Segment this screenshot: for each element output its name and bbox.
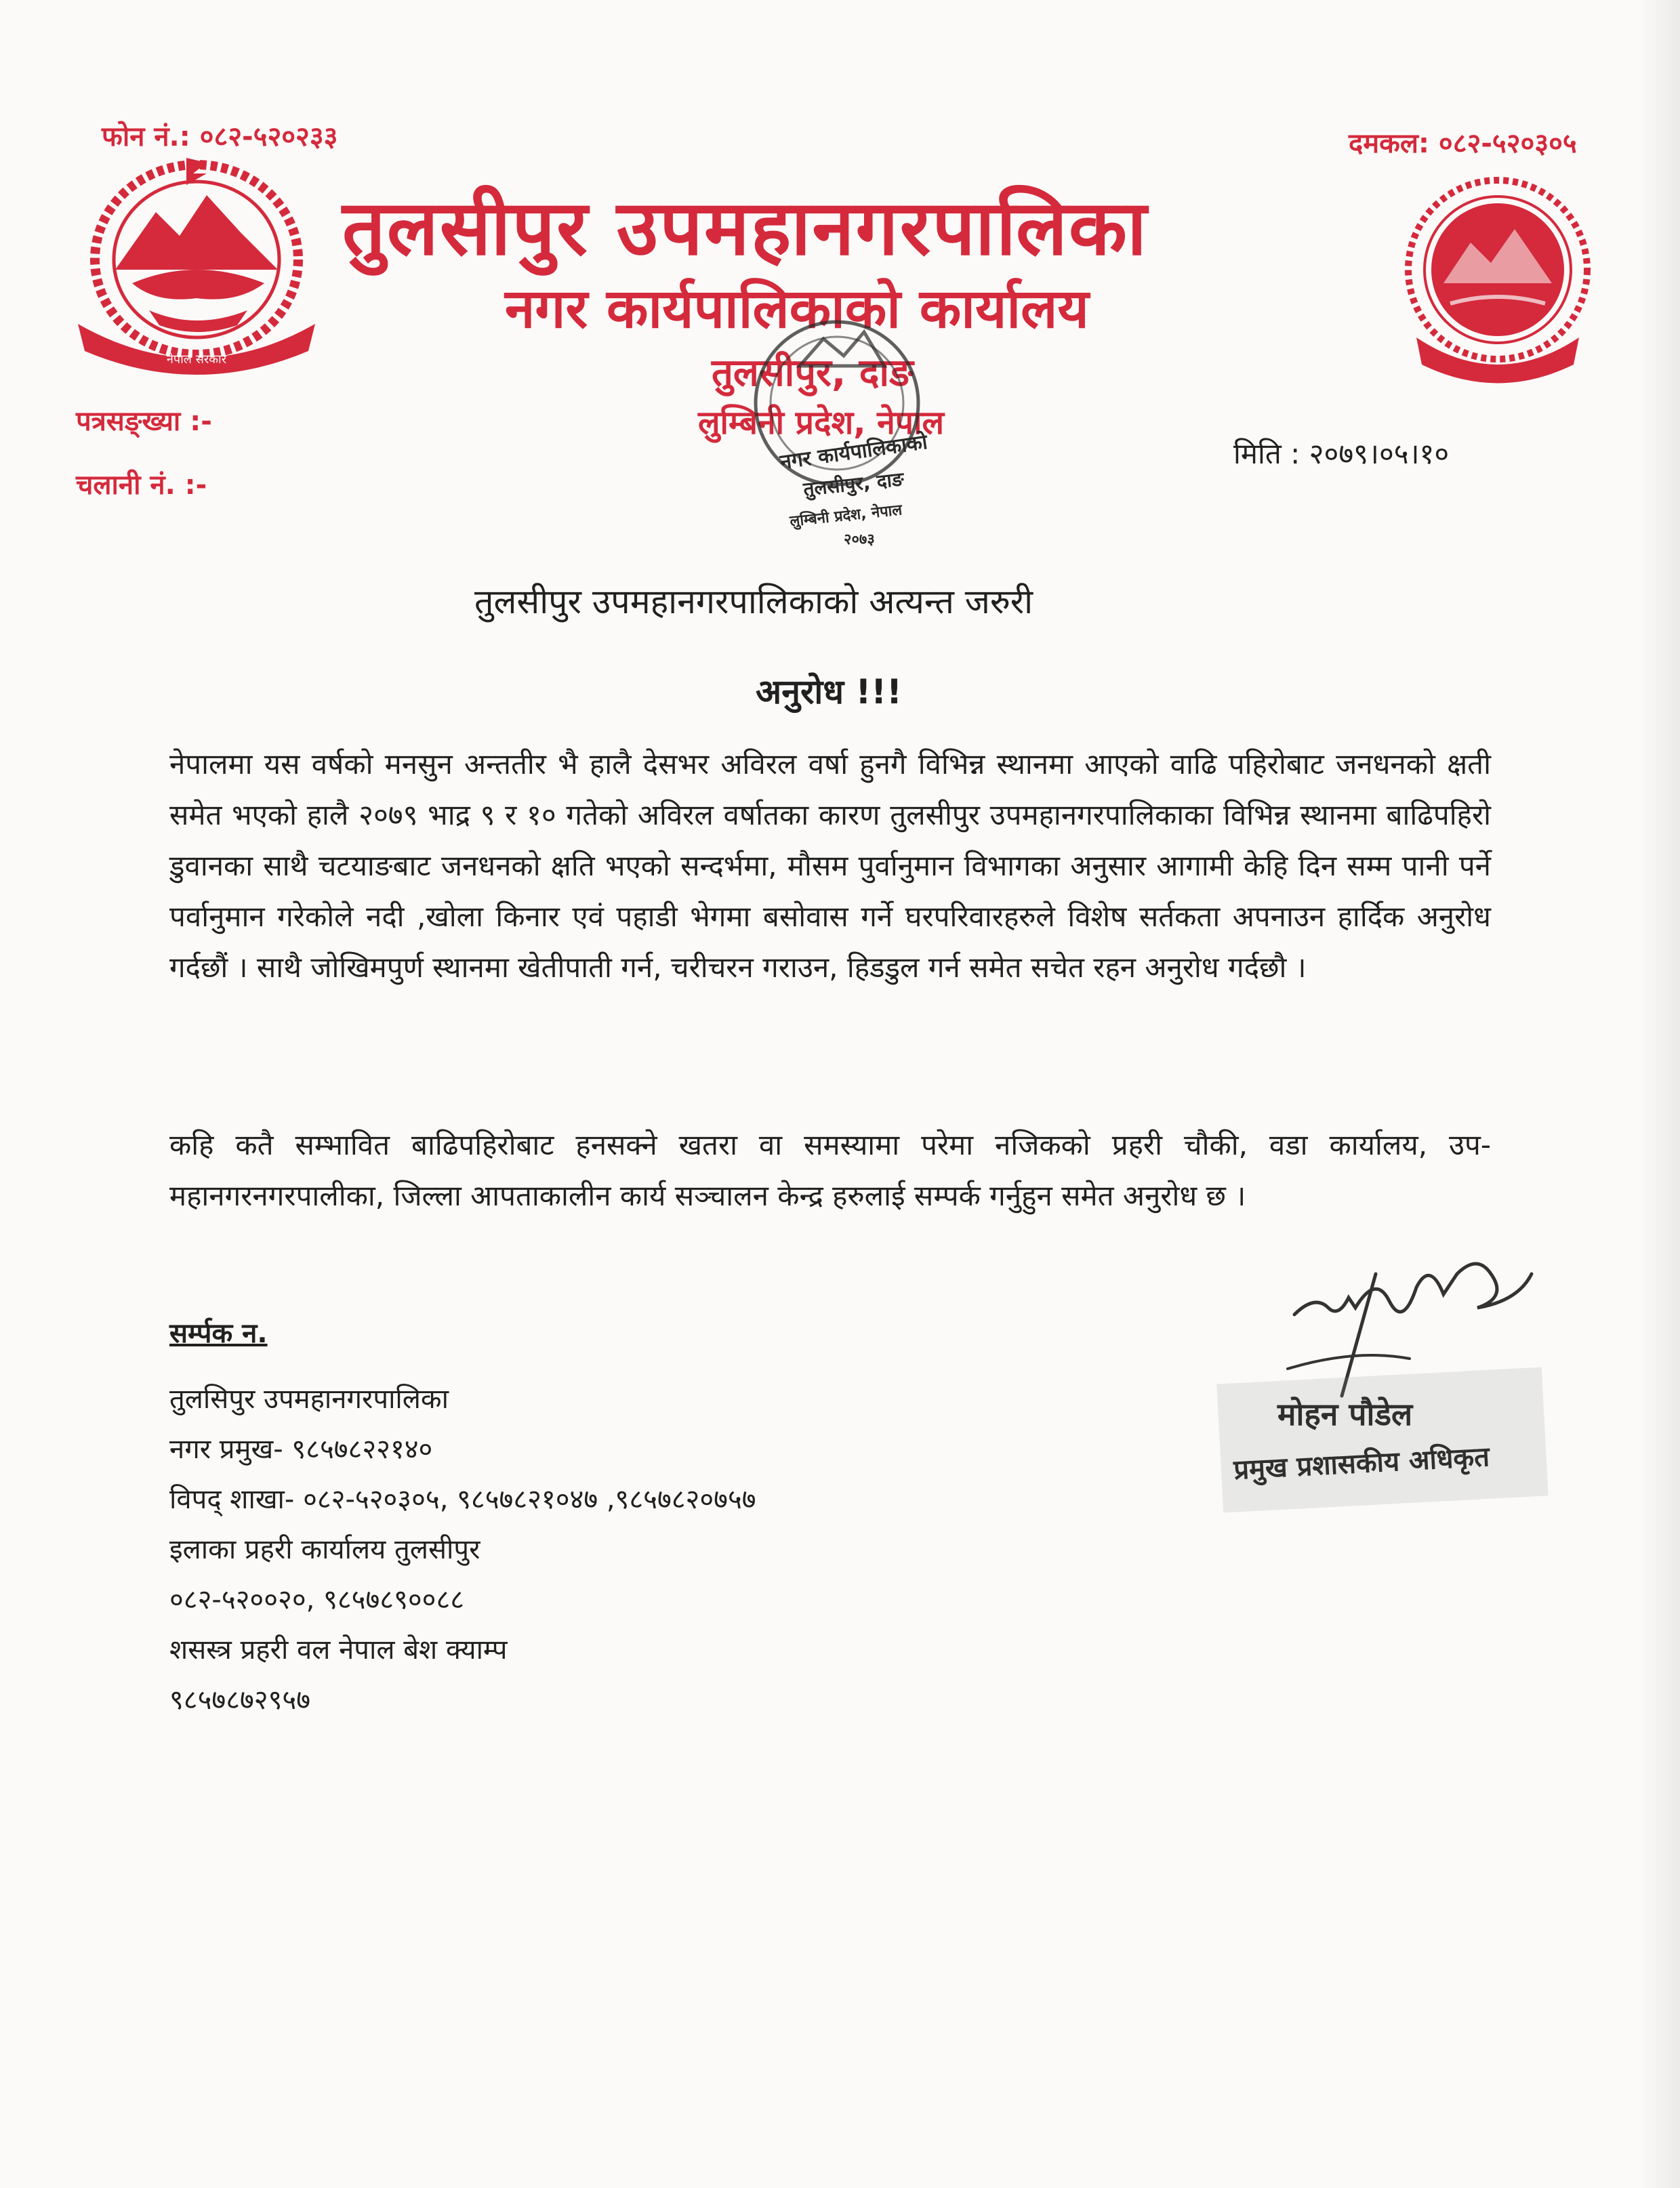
- nepal-emblem-icon: [68, 148, 325, 378]
- signatory-title: प्रमुख प्रशासकीय अधिकृत: [1233, 1441, 1491, 1486]
- stamp-line1: नगर कार्यपालिकाको: [778, 430, 929, 475]
- contacts-heading: सर्म्पक न.: [169, 1318, 268, 1349]
- emblem-left-text: नेपाल सरकार: [166, 352, 227, 367]
- scan-edge-shade: [1639, 0, 1680, 2188]
- stamp-line2: तुलसीपुर, दाङ: [802, 468, 905, 501]
- signatory-name: मोहन पौडेल: [1277, 1396, 1413, 1432]
- contact-line: ०८२-५२००२०, ९८५७८९००८८: [169, 1584, 465, 1615]
- contact-line: नगर प्रमुख- ९८५७८२२१४०: [169, 1434, 433, 1465]
- fire-number: दमकल: ०८२-५२०३०५: [1349, 128, 1577, 159]
- stamp-line3: लुम्बिनी प्रदेश, नेपाल: [789, 501, 903, 531]
- notice-paragraph-1: नेपालमा यस वर्षको मनसुन अन्ततीर भै हालै देसभर अविरल वर्षा हुनगै विभिन्न स्थानमा आएको वाढि पहिरोबाट जनधनको क्षती समेत भएको हालै २०७९ भाद्र ९ र १० गतेको अविरल वर्षातका कारण तुलसीपुर उपमहानगरपालिकाका विभिन्न स्थानमा बाढिपहिरो डुवानका साथै चटयाङबाट जनधनको क्षति भएको सन्दर्भमा, मौसम पुर्वानुमान विभागका अनुसार आगामी केहि दिन सम्म पानी पर्ने पर्वानुमान गरेकोले नदी ,खोला किनार एवं पहाडी भेगमा बसोवास गर्ने घरपरिवारहरुले विशेष सर्तकता अपनाउन हार्दिक अनुरोध गर्दछौं । साथै जोखिमपुर्ण स्थानमा खेतीपाती गर्न, चरीचरन गराउन, हिडडुल गर्न समेत सचेत रहन अनुरोध गर्दछौ ।: [169, 747, 1491, 984]
- stamp-year: २०७३: [844, 531, 875, 548]
- signature-stamp-box: [1216, 1367, 1548, 1513]
- contact-line: तुलसिपुर उपमहानगरपालिका: [169, 1384, 449, 1415]
- phone-number: फोन नं.: ०८२-५२०२३३: [102, 121, 338, 152]
- office-province: लुम्बिनी प्रदेश, नेपाल: [698, 404, 945, 442]
- contact-line: ९८५७८७२९५७: [169, 1685, 310, 1716]
- contact-line: शसस्त्र प्रहरी वल नेपाल बेश क्याम्प: [169, 1634, 508, 1666]
- municipality-seal-icon: [1396, 168, 1599, 392]
- notice-paragraph-2: कहि कतै सम्भावित बाढिपहिरोबाट हनसक्ने खतरा वा समस्यामा परेमा नजिकको प्रहरी चौकी, वडा कार्यालय, उप-महानगरनगरपालीका, जिल्ला आपताकालीन कार्य सञ्चालन केन्द्र हरुलाई सम्पर्क गर्नुहुन समेत अनुरोध छ ।: [169, 1128, 1491, 1212]
- contact-line: विपद् शाखा- ०८२-५२०३०५, ९८५७८२१०४७ ,९८५७८२०७५७: [169, 1484, 756, 1515]
- notice-title: तुलसीपुर उपमहानगरपालिकाको अत्यन्त जरुरी: [474, 582, 1033, 621]
- letter-number-label: पत्रसङ्ख्या :-: [76, 406, 212, 437]
- office-location: तुलसीपुर, दाङ: [712, 351, 914, 395]
- contact-line: इलाका प्रहरी कार्यालय तुलसीपुर: [169, 1534, 480, 1565]
- notice-subtitle: अनुरोध !!!: [756, 672, 902, 711]
- contacts-list: [169, 1374, 756, 1725]
- office-title: नगर कार्यपालिकाको कार्यालय: [505, 277, 1089, 340]
- org-title: तुलसीपुर उपमहानगरपालिका: [342, 184, 1148, 272]
- dispatch-number-label: चलानी नं. :-: [76, 470, 207, 501]
- letter-date: मिति : २०७९।०५।१०: [1233, 437, 1450, 470]
